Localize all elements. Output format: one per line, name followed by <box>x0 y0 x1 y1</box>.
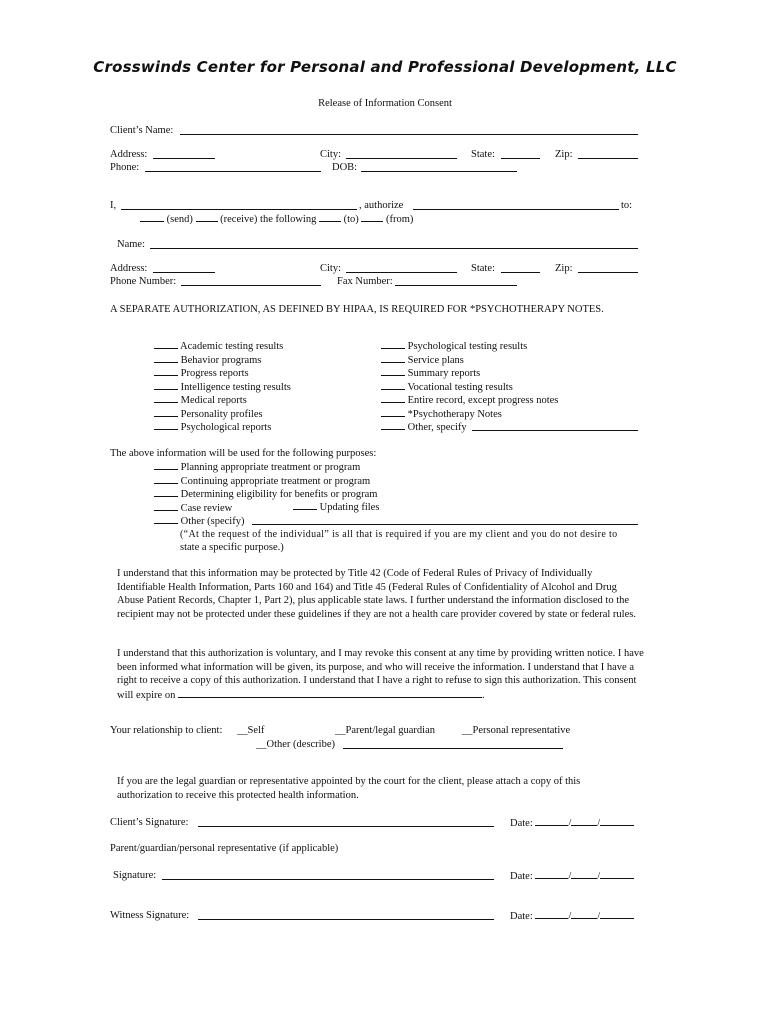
relationship-rep-option[interactable]: __Personal representative <box>462 725 571 736</box>
record-right-item-label: Vocational testing results <box>407 381 513 393</box>
purpose-other-checkbox-line[interactable] <box>154 514 178 524</box>
parent-signature-field[interactable] <box>162 879 494 880</box>
client-name-label: Client’s Name: <box>110 125 174 136</box>
record-left-item-checkbox-line[interactable] <box>154 339 178 349</box>
send-receive-row <box>140 212 413 226</box>
record-right-item-option[interactable] <box>381 380 513 394</box>
updating-files-option[interactable] <box>293 500 379 514</box>
client-city-label: City: <box>320 149 342 160</box>
parent-date-day[interactable] <box>571 869 597 879</box>
witness-date-month[interactable] <box>535 909 568 919</box>
record-right-item-option[interactable] <box>381 420 467 434</box>
client-name-field[interactable] <box>180 134 638 135</box>
witness-signature-field[interactable] <box>198 919 494 920</box>
record-right-item-option[interactable] <box>381 353 464 367</box>
record-left-item-label: Behavior programs <box>180 354 262 366</box>
relationship-label: Your relationship to client: <box>110 725 223 736</box>
purpose-item-checkbox-line[interactable] <box>154 487 178 497</box>
record-right-item-checkbox-line[interactable] <box>381 380 405 390</box>
client-state-label: State: <box>471 149 495 160</box>
record-left-item-checkbox-line[interactable] <box>154 407 178 417</box>
record-right-item-checkbox-line[interactable] <box>381 407 405 417</box>
client-date-day[interactable] <box>571 816 597 826</box>
purpose-item-option[interactable] <box>154 487 377 501</box>
witness-signature-label: Witness Signature: <box>110 910 190 921</box>
recipient-city-field[interactable] <box>346 272 457 273</box>
record-right-item-option[interactable] <box>381 407 502 421</box>
relationship-parent-option[interactable]: __Parent/legal guardian <box>335 725 436 736</box>
recipient-state-field[interactable] <box>501 272 540 273</box>
record-left-item-label: Personality profiles <box>180 408 263 420</box>
client-phone-label: Phone: <box>110 162 140 173</box>
recipient-phone-field[interactable] <box>181 285 321 286</box>
purpose-other-option[interactable] <box>154 514 244 528</box>
form-subtitle: Release of Information Consent <box>318 98 452 109</box>
parent-date-label: Date: <box>510 871 533 882</box>
to-option-label: (to) <box>343 214 359 225</box>
parent-signature-label: Signature: <box>113 870 157 881</box>
updating-files-checkbox-line[interactable] <box>293 500 317 510</box>
voluntary-paragraph: I understand that this authorization is voluntary, and I may revoke this consent at any time by providing written notice. I have been informed what information will be given, its purpose, and who will receive the information. I understand that I have a right to receive a copy of this authorization. I understand that I have a right to refuse to sign this authorization. This consent will expire on . <box>117 648 644 701</box>
client-dob-label: DOB: <box>332 162 358 173</box>
record-right-item-checkbox-line[interactable] <box>381 353 405 363</box>
organization-title: Crosswinds Center for Personal and Professional Development, LLC <box>93 58 677 76</box>
parent-date-row: Date: / / <box>510 869 634 883</box>
record-left-item-option[interactable] <box>154 353 261 367</box>
parent-date-year[interactable] <box>600 869 634 879</box>
parent-date-month[interactable] <box>535 869 568 879</box>
purpose-item-option[interactable] <box>154 501 232 515</box>
purpose-item-label: Planning appropriate treatment or program <box>180 462 361 473</box>
purpose-item-label: Case review <box>180 502 233 514</box>
relationship-other-field[interactable] <box>343 748 563 749</box>
recipient-name-field[interactable] <box>150 248 638 249</box>
purpose-other-field[interactable] <box>252 524 638 525</box>
record-right-item-checkbox-line[interactable] <box>381 339 405 349</box>
witness-date-year[interactable] <box>600 909 634 919</box>
record-left-item-label: Intelligence testing results <box>180 381 291 393</box>
client-state-field[interactable] <box>501 158 540 159</box>
purpose-note-line1: (“At the request of the individual” is all that is required if you are my client and you do not desire to <box>180 529 618 540</box>
record-right-item-checkbox-line[interactable] <box>381 420 405 430</box>
purpose-other-label: Other (specify) <box>180 516 245 527</box>
recipient-zip-label: Zip: <box>555 263 573 274</box>
purpose-note-line2: state a specific purpose.) <box>180 542 284 553</box>
record-right-item-label: Service plans <box>407 354 464 366</box>
record-left-item-option[interactable] <box>154 366 249 380</box>
record-left-item-checkbox-line[interactable] <box>154 380 178 390</box>
record-left-item-option[interactable] <box>154 380 291 394</box>
purpose-item-option[interactable] <box>154 460 360 474</box>
record-left-item-label: Progress reports <box>180 368 249 379</box>
send-label: (send) <box>166 214 193 225</box>
client-zip-label: Zip: <box>555 149 573 160</box>
recipient-address-label: Address: <box>110 263 148 274</box>
record-left-item-option[interactable] <box>154 407 263 421</box>
authorized-party-field[interactable] <box>413 209 619 210</box>
from-option-label: (from) <box>386 214 414 225</box>
client-signature-label: Client’s Signature: <box>110 817 189 828</box>
purposes-intro: The above information will be used for the following purposes: <box>110 448 377 459</box>
other-specify-field[interactable] <box>472 430 638 431</box>
witness-date-label: Date: <box>510 911 533 922</box>
client-signature-field[interactable] <box>198 826 494 827</box>
witness-date-day[interactable] <box>571 909 597 919</box>
recipient-city-label: City: <box>320 263 342 274</box>
client-phone-field[interactable] <box>145 171 321 172</box>
recipient-address-field[interactable] <box>153 272 215 273</box>
purpose-item-checkbox-line[interactable] <box>154 501 178 511</box>
receive-checkbox-line[interactable] <box>196 212 218 222</box>
purpose-item-checkbox-line[interactable] <box>154 474 178 484</box>
record-left-item-label: Medical reports <box>180 395 247 406</box>
record-right-item-label: Psychological testing results <box>407 341 528 352</box>
client-date-month[interactable] <box>535 816 568 826</box>
record-left-item-label: Academic testing results <box>180 341 284 352</box>
i-label: I, <box>110 200 117 211</box>
record-right-item-checkbox-line[interactable] <box>381 366 405 376</box>
record-right-item-label: Entire record, except progress notes <box>407 395 559 406</box>
record-left-item-option[interactable] <box>154 420 271 434</box>
send-checkbox-line[interactable] <box>140 212 164 222</box>
client-date-row: Date: / / <box>510 816 634 830</box>
client-address-field[interactable] <box>153 158 215 159</box>
recipient-fax-field[interactable] <box>395 285 517 286</box>
record-right-item-option[interactable] <box>381 393 558 407</box>
protection-paragraph: I understand that this information may be protected by Title 42 (Code of Federal Rules of Privacy of Individually Identifiable Health Information, Parts 160 and 164) and Title 45 (Federal Rules of Confidentiality of Alcohol and Drug Abuse Patient Records, Chapter 1, Part 2), plus applicable state laws. I further understand the information disclosed to the recipient may not be protected under these guidelines if they are not a health care provider covered by state or federal rules. <box>117 568 636 620</box>
witness-date-row: Date: / / <box>510 909 634 923</box>
record-right-item-label: Summary reports <box>407 368 481 379</box>
client-city-field[interactable] <box>346 158 457 159</box>
recipient-zip-field[interactable] <box>578 272 638 273</box>
relationship-other-option[interactable]: __Other (describe) <box>256 739 336 750</box>
authorize-label: , authorize <box>359 200 404 211</box>
record-left-item-checkbox-line[interactable] <box>154 420 178 430</box>
to-checkbox-line[interactable] <box>319 212 341 222</box>
receive-label: (receive) the following <box>220 214 317 225</box>
voluntary-paragraph-text: I understand that this authorization is voluntary, and I may revoke this consent at any time by providing written notice. I have been informed what information will be given, its purpose, and who will receive the information. I understand that I have a right to receive a copy of this authorization. I understand that I have a right to refuse to sign this authorization. This consent will expire on <box>117 648 644 701</box>
client-date-label: Date: <box>510 818 533 829</box>
record-left-item-option[interactable] <box>154 393 247 407</box>
record-right-item-option[interactable] <box>381 366 480 380</box>
record-right-item-label: *Psychotherapy Notes <box>407 408 502 420</box>
purpose-item-checkbox-line[interactable] <box>154 460 178 470</box>
relationship-self-option[interactable]: __Self <box>237 725 265 736</box>
to-label: to: <box>621 200 633 211</box>
record-right-item-option[interactable] <box>381 339 527 353</box>
purpose-item-label: Determining eligibility for benefits or program <box>180 489 378 500</box>
record-left-item-checkbox-line[interactable] <box>154 393 178 403</box>
recipient-fax-label: Fax Number: <box>337 276 393 287</box>
recipient-state-label: State: <box>471 263 495 274</box>
record-left-item-checkbox-line[interactable] <box>154 366 178 376</box>
updating-files-label: Updating files <box>319 502 380 513</box>
purpose-item-option[interactable] <box>154 474 370 488</box>
record-right-item-checkbox-line[interactable] <box>381 393 405 403</box>
client-zip-field[interactable] <box>578 158 638 159</box>
record-left-item-checkbox-line[interactable] <box>154 353 178 363</box>
guardian-note: If you are the legal guardian or representative appointed by the court for the client, please attach a copy of this authorization to receive this protected health information. <box>117 776 581 801</box>
authorizer-name-field[interactable] <box>121 209 357 210</box>
hipaa-notice: A SEPARATE AUTHORIZATION, AS DEFINED BY HIPAA, IS REQUIRED FOR *PSYCHOTHERAPY NOTES. <box>110 304 604 315</box>
purpose-item-label: Continuing appropriate treatment or program <box>180 475 371 487</box>
client-date-year[interactable] <box>600 816 634 826</box>
from-checkbox-line[interactable] <box>361 212 383 222</box>
recipient-phone-label: Phone Number: <box>110 276 177 287</box>
client-dob-field[interactable] <box>361 171 517 172</box>
client-address-label: Address: <box>110 149 148 160</box>
record-left-item-option[interactable] <box>154 339 283 353</box>
record-right-item-label: Other, specify <box>407 422 467 433</box>
record-left-item-label: Psychological reports <box>180 422 272 433</box>
parent-signature-heading: Parent/guardian/personal representative (if applicable) <box>110 843 339 854</box>
recipient-name-label: Name: <box>117 239 145 250</box>
expiration-date-field[interactable] <box>178 688 482 698</box>
